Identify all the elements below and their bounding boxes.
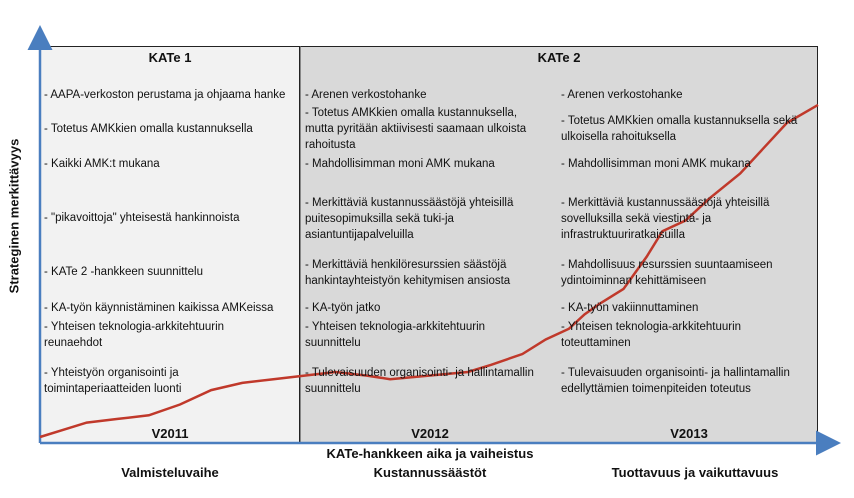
y-axis-title: Strateginen merkittävyys xyxy=(6,138,22,294)
kate2-2012-item: - Totetus AMKkien omalla kustannuksella, xyxy=(305,107,518,119)
year-label: V2013 xyxy=(670,426,708,441)
kate1-item: - Yhteisen teknologia-arkkitehtuurin xyxy=(44,321,225,333)
kate1-item: toimintaperiaatteiden luonti xyxy=(44,383,182,395)
kate2-2013-item: - KA-työn vakiinnuttaminen xyxy=(561,302,699,314)
kate2-2013-item: - Totetus AMKkien omalla kustannuksella sekä xyxy=(561,115,798,127)
header-kate1: KATe 1 xyxy=(148,50,192,65)
kate2-2013-item: ulkoisella rahoituksella xyxy=(561,131,677,143)
phase-label: Kustannussäästöt xyxy=(373,465,487,480)
kate1-item: - Kaikki AMK:t mukana xyxy=(44,158,160,170)
kate2-2012-item: - KA-työn jatko xyxy=(305,302,381,314)
kate2-2013-item: toteuttaminen xyxy=(561,337,631,349)
kate2-2013-item: - Yhteisen teknologia-arkkitehtuurin xyxy=(561,321,742,333)
kate2-2012-item: - Yhteisen teknologia-arkkitehtuurin xyxy=(305,321,486,333)
kate2-2013-item: - Arenen verkostohanke xyxy=(561,89,683,101)
kate1-item: - Totetus AMKkien omalla kustannuksella xyxy=(44,123,253,135)
kate2-2012-item: - Merkittäviä kustannussäästöjä yhteisillä xyxy=(305,197,514,209)
kate2-2012-item: rahoitusta xyxy=(305,139,356,151)
kate1-item: - AAPA-verkoston perustama ja ohjaama hanke xyxy=(44,89,286,101)
kate2-2012-item: - Mahdollisimman moni AMK mukana xyxy=(305,158,495,170)
kate2-2012-item: suunnittelu xyxy=(305,383,361,395)
kate2-2012-item: - Merkittäviä henkilöresurssien säästöjä xyxy=(305,259,507,271)
kate1-item: - KA-työn käynnistäminen kaikissa AMKeissa xyxy=(44,302,274,314)
year-label: V2011 xyxy=(151,426,189,441)
kate2-2013-item: - Merkittäviä kustannussäästöjä yhteisillä xyxy=(561,197,770,209)
kate2-2013-item: infrastruktuuriratkaisuilla xyxy=(561,229,685,241)
kate1-item: reunaehdot xyxy=(44,337,103,349)
kate2-2012-item: asiantuntijapalveluilla xyxy=(305,229,414,241)
kate2-2012-item: hankintayhteistyön kehitymisen ansiosta xyxy=(305,275,511,287)
kate2-2012-item: - Tulevaisuuden organisointi- ja hallintamallin xyxy=(305,367,534,379)
kate1-item: - Yhteistyön organisointi ja xyxy=(44,367,179,379)
year-label: V2012 xyxy=(411,426,449,441)
kate2-2012-item: - Arenen verkostohanke xyxy=(305,89,427,101)
kate2-2013-item: sovelluksilla sekä viestintä- ja xyxy=(561,213,712,225)
kate2-2012-item: suunnittelu xyxy=(305,337,361,349)
kate2-2013-item: - Tulevaisuuden organisointi- ja hallintamallin xyxy=(561,367,790,379)
kate2-2013-item: ydintoiminnan kehittämiseen xyxy=(561,275,707,287)
header-kate2: KATe 2 xyxy=(537,50,581,65)
kate2-2013-item: edellyttämien toimenpiteiden toteutus xyxy=(561,383,751,395)
phase-label: Tuottavuus ja vaikuttavuus xyxy=(611,465,779,480)
kate2-2012-item: puitesopimuksilla sekä tuki-ja xyxy=(305,213,454,225)
kate2-2012-item: mutta pyritään aktiivisesti saamaan ulkoista xyxy=(305,123,527,135)
kate1-item: - KATe 2 -hankkeen suunnittelu xyxy=(44,266,203,278)
kate2-2013-item: - Mahdollisuus resurssien suuntaamiseen xyxy=(561,259,773,271)
kate1-item: - "pikavoittoja" yhteisestä hankinnoista xyxy=(44,212,240,224)
phase-label: Valmisteluvaihe xyxy=(121,465,219,480)
x-axis-title: KATe-hankkeen aika ja vaiheistus xyxy=(326,446,534,461)
kate2-2013-item: - Mahdollisimman moni AMK mukana xyxy=(561,158,751,170)
